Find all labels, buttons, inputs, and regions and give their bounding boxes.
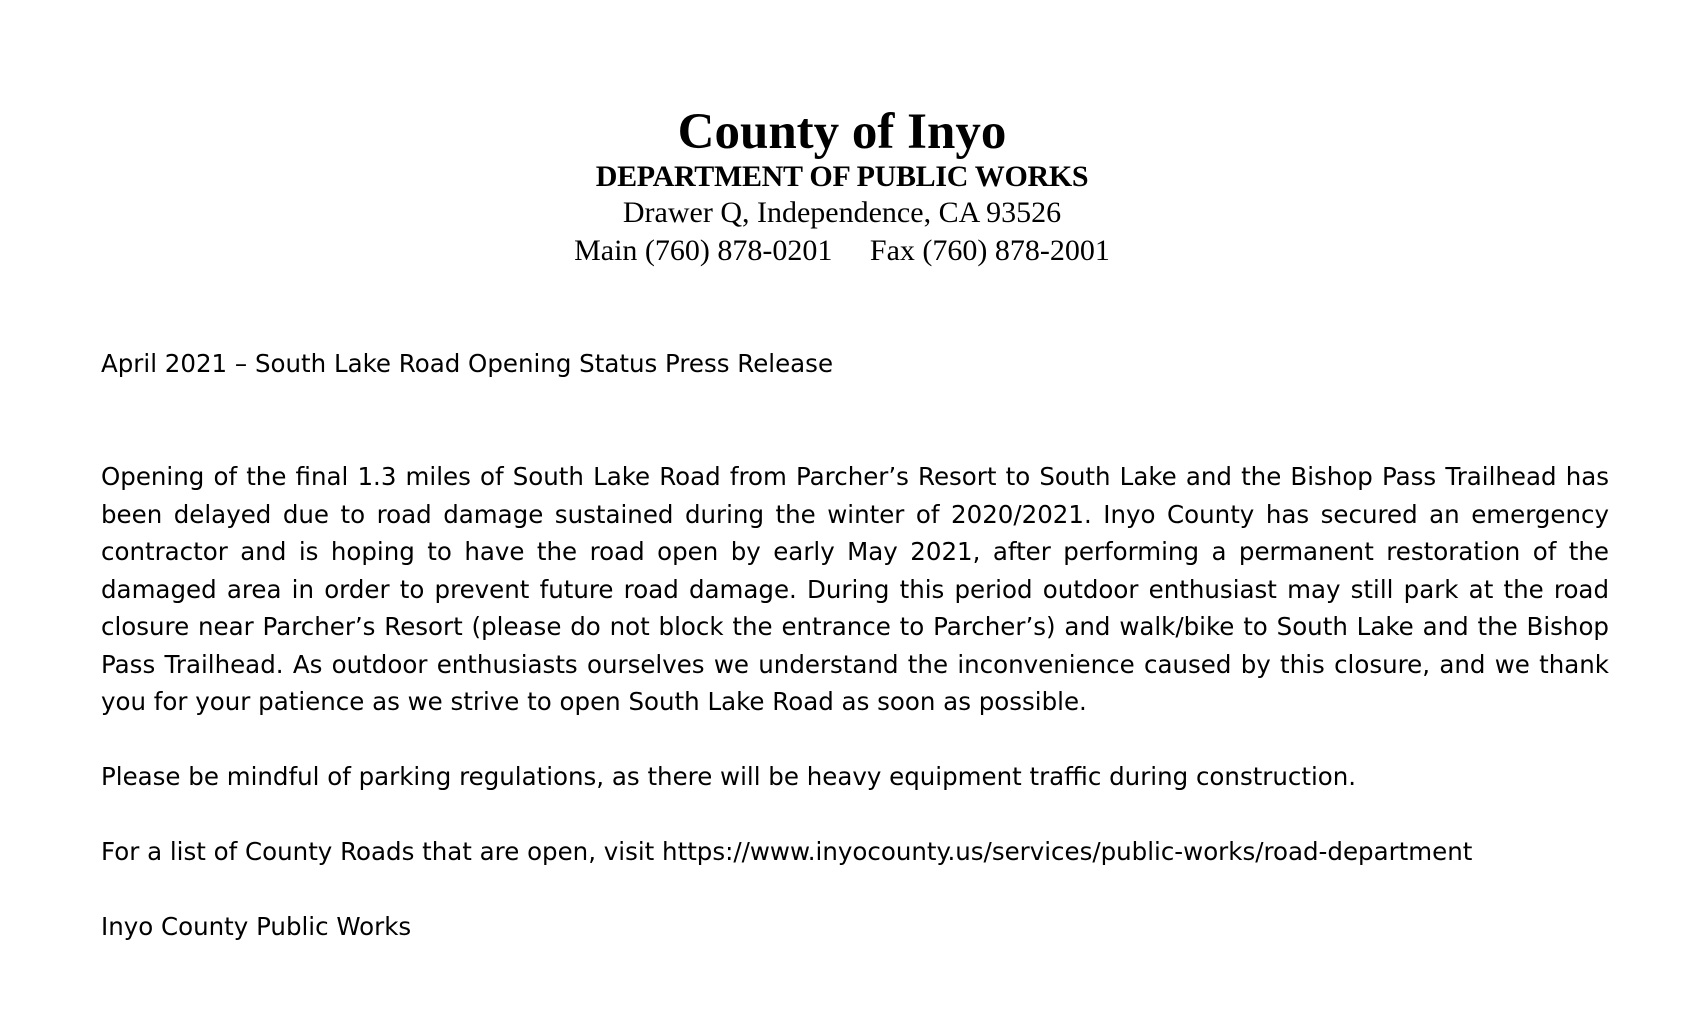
- department-name: DEPARTMENT OF PUBLIC WORKS: [595, 160, 1089, 193]
- main-phone: Main (760) 878-0201: [574, 234, 833, 267]
- parking-paragraph: Please be mindful of parking regulations, as there will be heavy equipment traffic during construction.: [101, 762, 1357, 791]
- signature: Inyo County Public Works: [101, 912, 412, 941]
- organization-name: County of Inyo: [677, 104, 1007, 160]
- press-release-headline: April 2021 – South Lake Road Opening Status Press Release: [101, 349, 834, 378]
- closure-paragraph: Opening of the final 1.3 miles of South Lake Road from Parcher’s Resort to South Lake and the Bishop Pass Trailhead has been delayed due to road damage sustained during the winter of 2020/2021. Inyo County has secured an emergency contractor and is hoping to have the road open by early May 2021, after performing a permanent restoration of the damaged area in order to prevent future road damage. During this period outdoor enthusiast may still park at the road closure near Parcher’s Resort (please do not block the entrance to Parcher’s) and walk/bike to South Lake and the Bishop Pass Trailhead. As outdoor enthusiasts ourselves we understand the inconvenience caused by this closure, and we thank you for your patience as we strive to open South Lake Road as soon as possible.: [101, 462, 1609, 716]
- contact-numbers: [0, 234, 1684, 268]
- mailing-address: Drawer Q, Independence, CA 93526: [622, 196, 1062, 229]
- road-list-paragraph: For a list of County Roads that are open, visit https://www.inyocounty.us/services/public-works/road-department: [101, 837, 1473, 866]
- fax-number: Fax (760) 878-2001: [869, 234, 1110, 267]
